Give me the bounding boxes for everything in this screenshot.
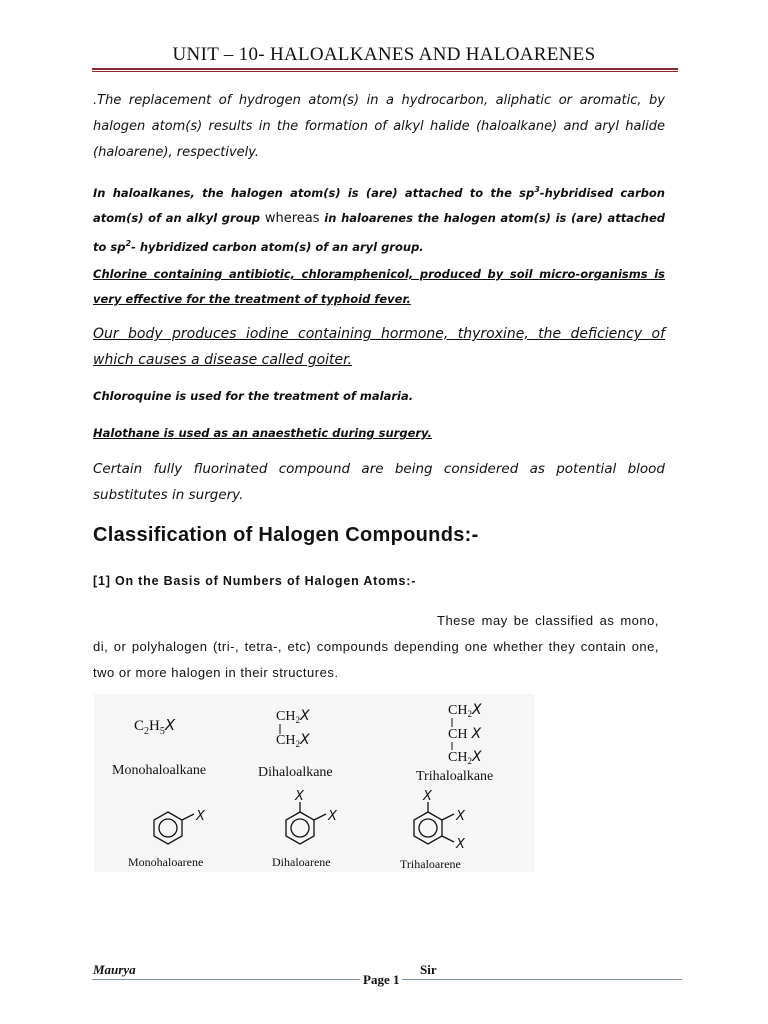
trihaloalkane-ch: CH X: [448, 726, 482, 742]
footer-page-number: Page 1: [360, 972, 402, 988]
classification-indent-text: These may be classified as: [437, 613, 615, 628]
trihaloarene-x-upper: X: [456, 809, 465, 824]
label-dihaloalkane: Dihaloalkane: [258, 765, 333, 780]
p2-text-e: - hybridized carbon atom(s) of an aryl group.: [131, 239, 424, 254]
monohaloarene-ring: [154, 812, 194, 844]
label-trihaloalkane: Trihaloalkane: [416, 769, 494, 784]
halothane-paragraph: Halothane is used as an anaesthetic during surgery.: [93, 426, 432, 440]
p2-text-d: in haloarenes the halogen atom(s) is (are) attached to sp: [93, 210, 666, 254]
trihaloalkane-ch2-bottom: $CH_2X$: [448, 749, 482, 766]
footer-author-first: Maurya: [93, 962, 136, 977]
halogen-compounds-figure: [94, 694, 534, 872]
p2-text-c: whereas: [260, 210, 325, 226]
monohaloarene-x: X: [196, 809, 205, 824]
trihaloarene-x-lower: X: [456, 837, 465, 852]
intro-paragraph: .The replacement of hydrogen atom(s) in a hydrocarbon, aliphatic or aromatic, by halogen atom(s) results in the formation of alkyl halide (haloalkane) and aryl halide (haloarene), respectively.: [93, 93, 665, 160]
p2-text-a: In haloalkanes, the halogen atom(s) is (are) attached to the sp: [93, 185, 535, 200]
section-heading: Classification of Halogen Compounds:-: [93, 524, 479, 546]
hybridisation-paragraph: [93, 177, 665, 260]
classification-rest-text: mono, di, or polyhalogen (tri-, tetra-, etc) compounds depending one whether they contain one, two or more halogen in their structures.: [93, 613, 659, 680]
dihaloarene-x-top: X: [295, 789, 304, 804]
dihaloarene-x-side: X: [328, 809, 337, 824]
label-trihaloarene: Trihaloarene: [400, 857, 461, 871]
trihaloarene-x-top: X: [423, 789, 432, 804]
chloroquine-paragraph: Chloroquine is used for the treatment of malaria.: [93, 389, 414, 403]
trihaloarene-ring: [414, 802, 454, 844]
footer-author-last: Sir: [420, 962, 437, 977]
chloramphenicol-paragraph: Chlorine containing antibiotic, chloramphenicol, produced by soil micro-organisms is very effective for the treatment of typhoid fever.: [93, 267, 665, 306]
section-subheading: [1] On the Basis of Numbers of Halogen Atoms:-: [93, 574, 417, 588]
header-rule-thin: [92, 71, 678, 72]
trihaloalkane-ch2-top: $CH_2X$: [448, 702, 482, 719]
fluorinated-paragraph: Certain fully fluorinated compound are being considered as potential blood substitutes in surgery.: [93, 461, 665, 503]
p2-text-b: -hybridised carbon atom(s) of an alkyl group: [93, 185, 665, 225]
dihaloalkane-ch2-bottom: $CH_2X$: [276, 732, 310, 749]
page-title: UNIT – 10- HALOALKANES AND HALOARENES: [172, 44, 596, 65]
monohaloalkane-formula: $C_2H_5X$: [134, 716, 176, 737]
dihaloalkane-ch2-top: $CH_2X$: [276, 708, 310, 725]
p2-sup-3: 3: [534, 185, 540, 194]
dihaloarene-ring: [286, 802, 326, 844]
label-monohaloarene: Monohaloarene: [128, 855, 204, 869]
header-rule: [92, 68, 678, 70]
thyroxine-paragraph: Our body produces iodine containing hormone, thyroxine, the deficiency of which causes a disease called goiter.: [93, 326, 665, 368]
classification-paragraph: [93, 608, 659, 686]
label-monohaloalkane: Monohaloalkane: [112, 763, 207, 778]
p2-sup-2: 2: [125, 238, 132, 248]
label-dihaloarene: Dihaloarene: [272, 855, 331, 869]
